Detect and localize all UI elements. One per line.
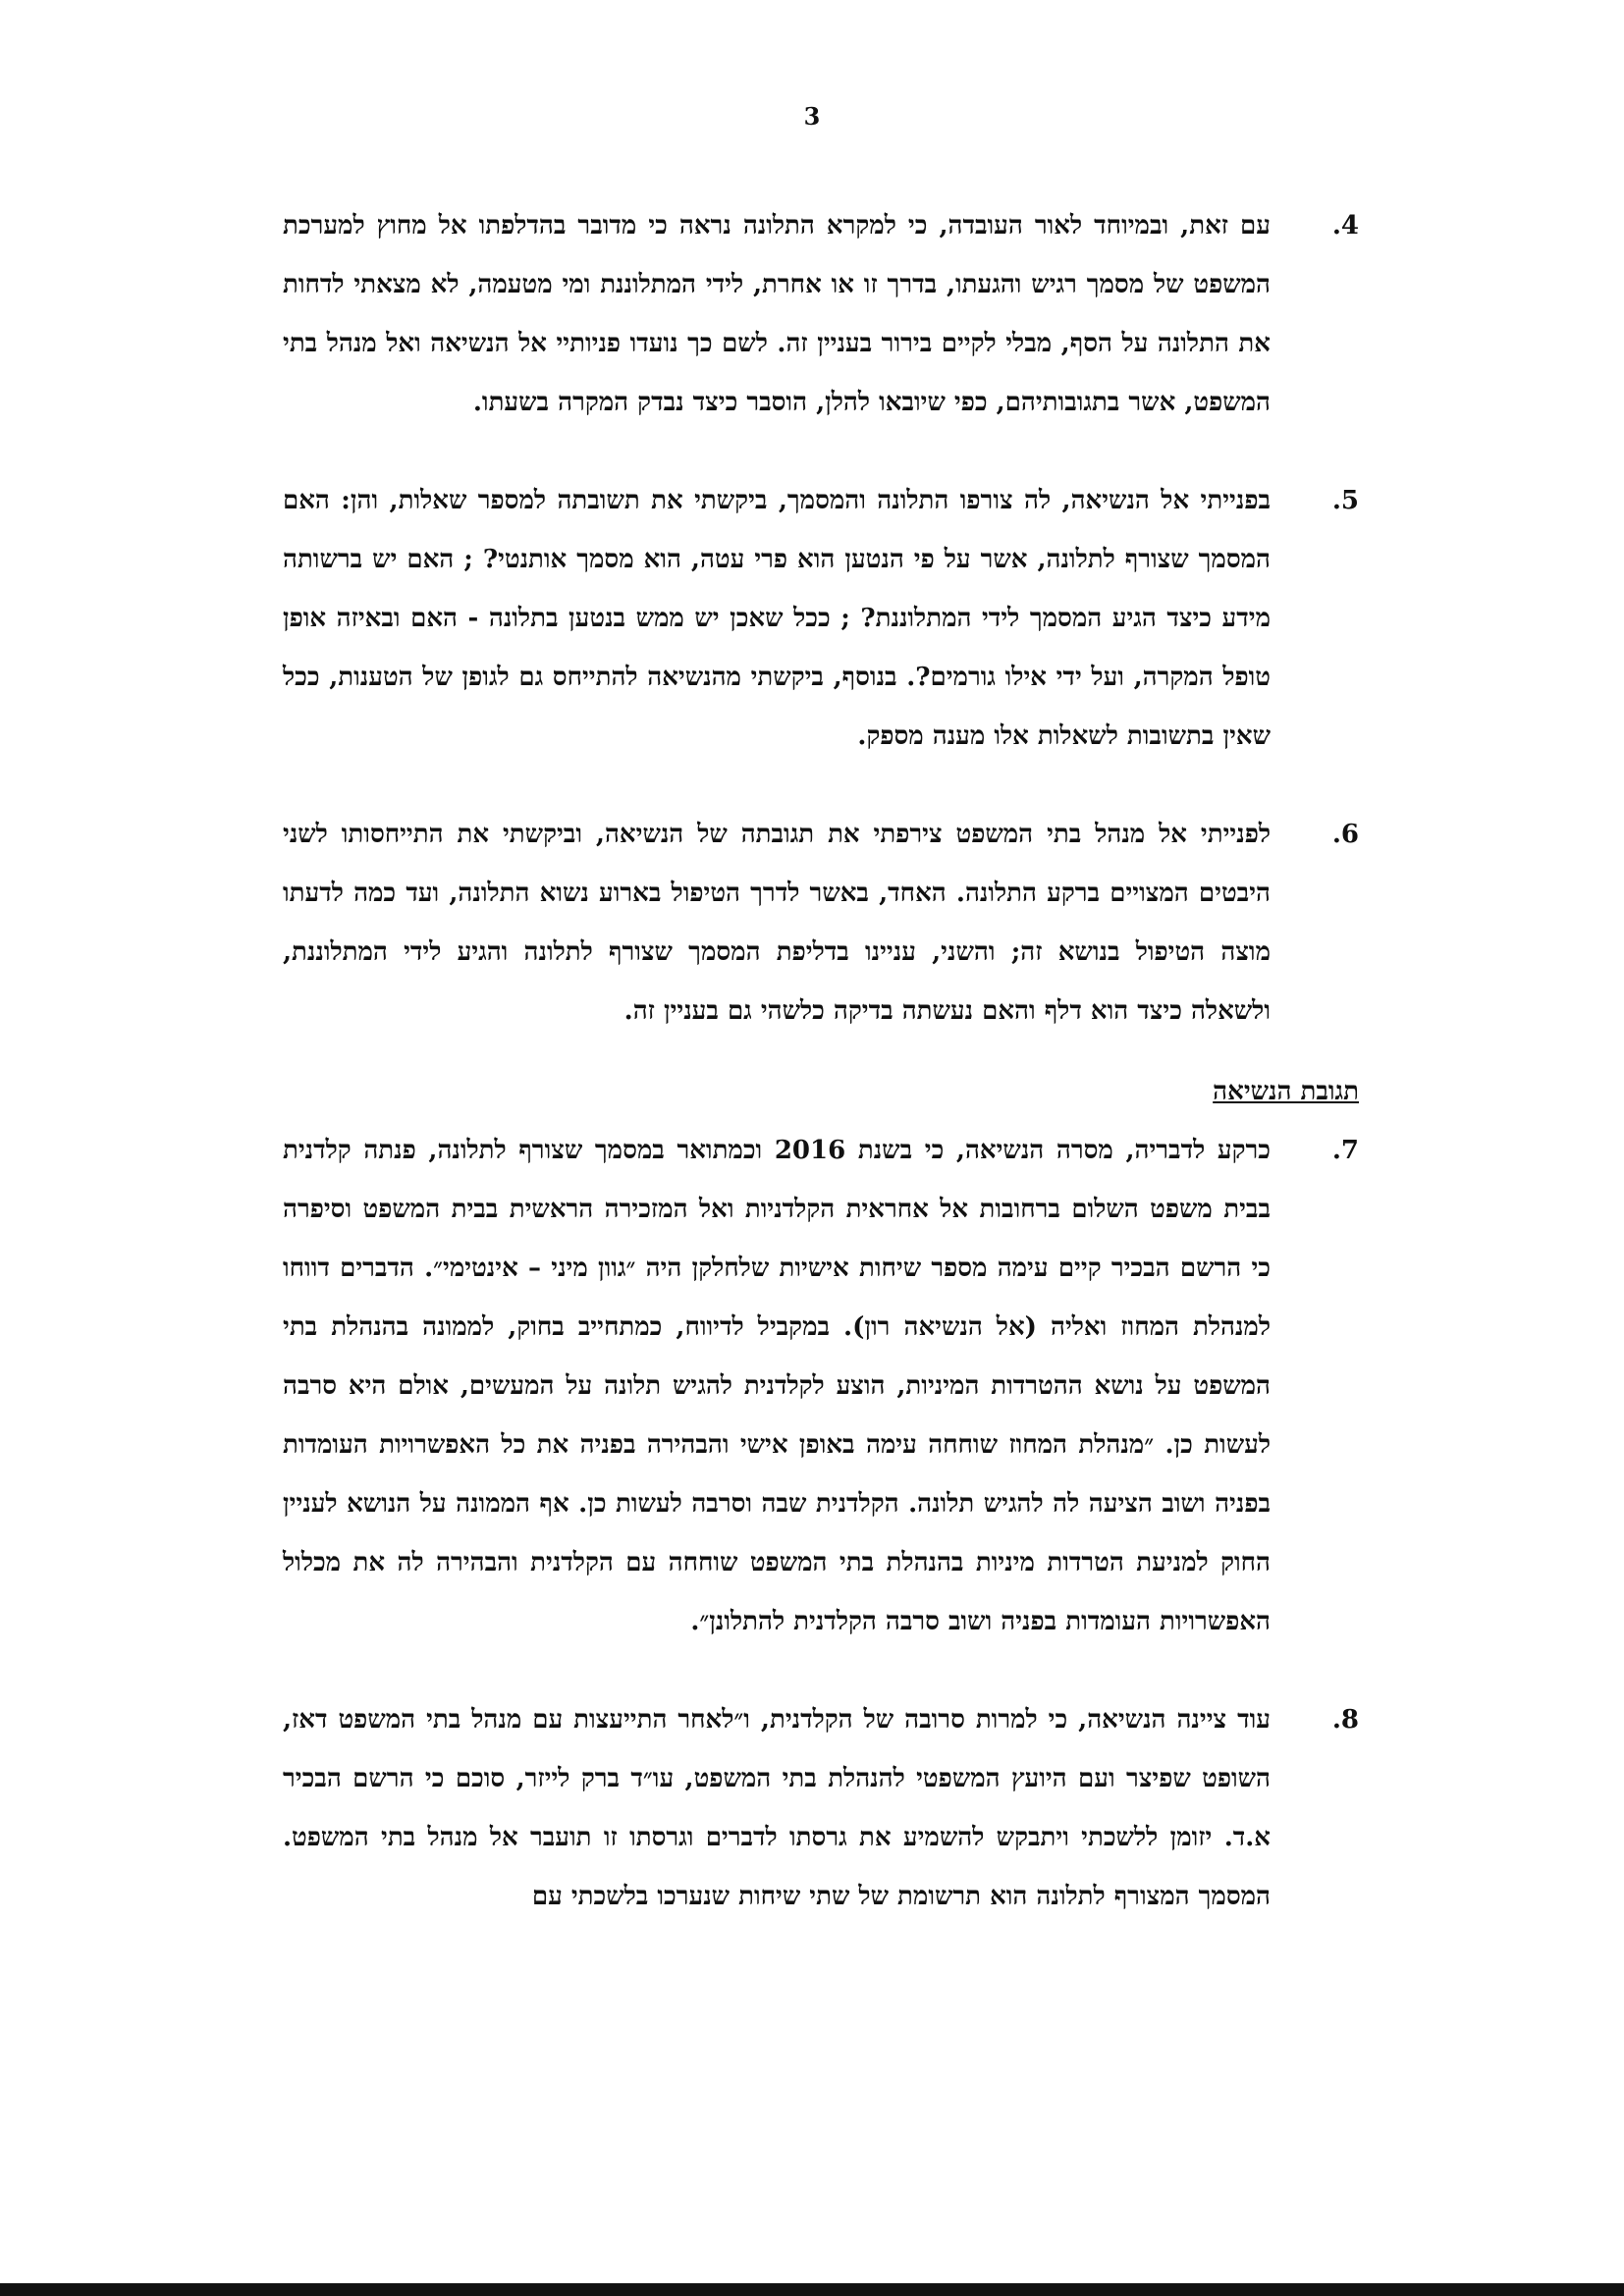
paragraph-5 — [283, 471, 1359, 766]
section-heading: תגובת הנשיאה — [1213, 1077, 1359, 1106]
paragraph-4 — [283, 196, 1359, 432]
paragraph-text: בפנייתי אל הנשיאה, לה צורפו התלונה והמסמך, ביקשתי את תשובתה למספר שאלות, והן: האם המסמך שצורף לתלונה, אשר על פי הנטען הוא פרי עטה, הוא מסמך אותנטי? ; האם יש ברשותה מידע כיצד הגיע המסמך לידי המתלוננת? ; ככל שאכן יש ממש בנטען בתלונה - האם ובאיזה אופן טופל המקרה, ועל ידי אילו גורמים?. בנוסף, ביקשתי מהנשיאה להתייחס גם לגופן של הטענות, ככל שאין בתשובות לשאלות אלו מענה מספק. — [283, 486, 1271, 751]
paragraph-number: 6. — [1331, 820, 1359, 849]
paragraph-number: 7. — [1331, 1136, 1359, 1165]
document-body — [283, 196, 1359, 1926]
paragraph-number: 8. — [1331, 1705, 1359, 1735]
paragraph-8 — [283, 1690, 1359, 1926]
paragraph-6 — [283, 805, 1359, 1041]
paragraph-number: 4. — [1331, 211, 1359, 240]
page-number: 3 — [803, 102, 821, 131]
paragraph-number: 5. — [1331, 486, 1359, 515]
paragraph-text: כרקע לדבריה, מסרה הנשיאה, כי בשנת 2016 וכמתואר במסמך שצורף לתלונה, פנתה קלדנית בבית משפט השלום ברחובות אל אחראית הקלדניות ואל המזכירה הראשית בבית המשפט וסיפרה כי הרשם הבכיר קיים עימה מספר שיחות אישיות שלחלקן היה ״גוון מיני – אינטימי״. הדברים דווחו למנהלת המחוז ואליה (אל הנשיאה רון). במקביל לדיווח, כמתחייב בחוק, לממונה בהנהלת בתי המשפט על נושא ההטרדות המיניות, הוצע לקלדנית להגיש תלונה על המעשים, אולם היא סרבה לעשות כן. ״מנהלת המחוז שוחחה עימה באופן אישי והבהירה בפניה את כל האפשרויות העומדות בפניה ושוב הציעה לה להגיש תלונה. הקלדנית שבה וסרבה לעשות כן. אף הממונה על הנושא לעניין החוק למניעת הטרדות מיניות בהנהלת בתי המשפט שוחחה עם הקלדנית והבהירה לה את מכלול האפשרויות העומדות בפניה ושוב סרבה הקלדנית להתלונן״. — [283, 1136, 1271, 1636]
paragraph-text: עם זאת, ובמיוחד לאור העובדה, כי למקרא התלונה נראה כי מדובר בהדלפתו אל מחוץ למערכת המשפט של מסמך רגיש והגעתו, בדרך זו או אחרת, לידי המתלוננת ומי מטעמה, לא מצאתי לדחות את התלונה על הסף, מבלי לקיים בירור בעניין זה. לשם כך נועדו פניותיי אל הנשיאה ואל מנהל בתי המשפט, אשר בתגובותיהם, כפי שיובאו להלן, הוסבר כיצד נבדק המקרה בשעתו. — [283, 211, 1271, 417]
paragraph-7 — [283, 1121, 1359, 1651]
paragraph-text: לפנייתי אל מנהל בתי המשפט צירפתי את תגובתה של הנשיאה, וביקשתי את התייחסותו לשני היבטים המצויים ברקע התלונה. האחד, באשר לדרך הטיפול בארוע נשוא התלונה, ועד כמה לדעתו מוצה הטיפול בנושא זה; והשני, עניינו בדליפת המסמך שצורף לתלונה והגיע לידי המתלוננת, ולשאלה כיצד הוא דלף והאם נעשתה בדיקה כלשהי גם בעניין זה. — [283, 820, 1272, 1026]
paragraph-text: עוד ציינה הנשיאה, כי למרות סרובה של הקלדנית, ו״לאחר התייעצות עם מנהל בתי המשפט דאז, השופט שפיצר ועם היועץ המשפטי להנהלת בתי המשפט, עו״ד ברק לייזר, סוכם כי הרשם הבכיר א.ד. יזומן ללשכתי ויתבקש להשמיע את גרסתו לדברים וגרסתו זו תועבר אל מנהל בתי המשפט. המסמך המצורף לתלונה הוא תרשומת של שתי שיחות שנערכו בלשכתי עם — [283, 1705, 1271, 1911]
scan-edge — [0, 2283, 1624, 2296]
